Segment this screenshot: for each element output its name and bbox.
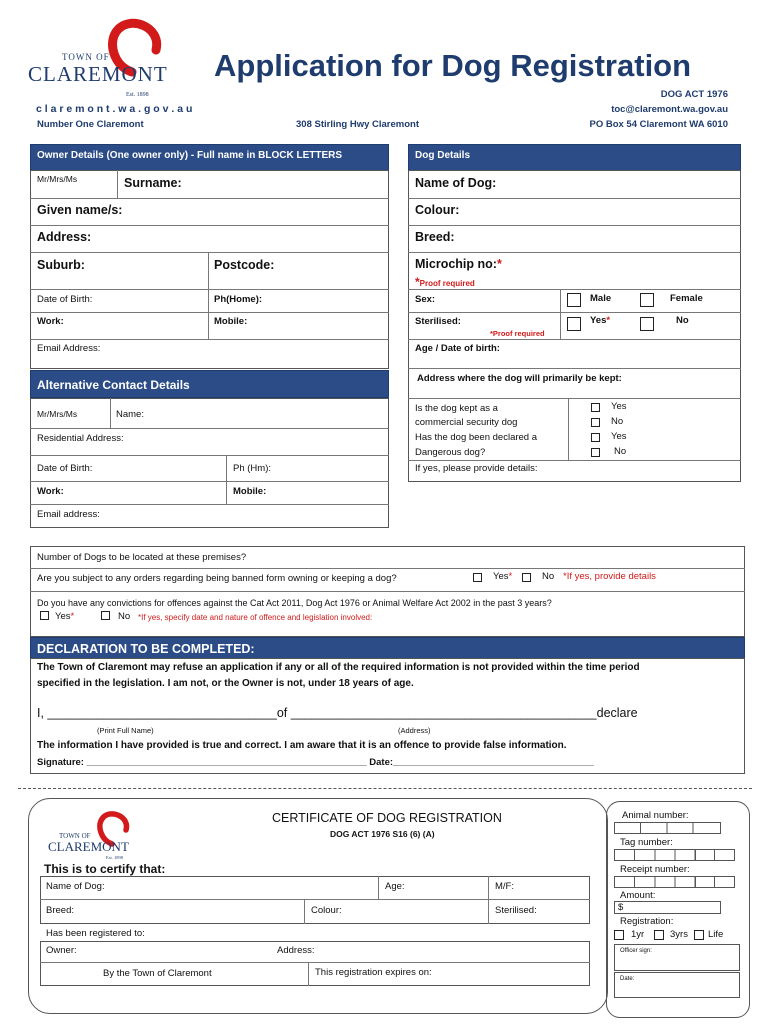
- cert-colour-label: Colour:: [311, 905, 342, 916]
- cert-breed-label: Breed:: [46, 905, 74, 916]
- microchip-proof: [415, 275, 475, 289]
- cert-owner-table: [40, 941, 590, 986]
- alt-residential-label: Residential Address:: [37, 433, 124, 444]
- page-title: Application for Dog Registration: [214, 48, 692, 83]
- office-date-label: Date:: [620, 976, 635, 982]
- owner-title-label: Mr/Mrs/Ms: [37, 174, 78, 184]
- logo-name: CLAREMONT: [28, 62, 168, 86]
- certificate-logo: [48, 808, 133, 860]
- orders-no-checkbox[interactable]: [522, 573, 531, 582]
- officer-sign-label: Officer sign:: [620, 948, 652, 954]
- owner-postcode-label: Postcode:: [214, 258, 275, 272]
- print-name-label: (Print Full Name): [97, 726, 154, 735]
- alt-mobile-label: Mobile:: [233, 486, 267, 497]
- convictions-question: Do you have any convictions for offences against the Cat Act 2011, Dog Act 1976 or Animal Welfare Act 2002 in the past 3 years?: [37, 598, 552, 608]
- cert-owner-label: Owner:: [46, 945, 77, 956]
- security-yes-label: Yes: [611, 401, 627, 412]
- owner-address-label: Address:: [37, 230, 92, 244]
- cert-logo-est: Est. 1898: [106, 855, 124, 860]
- convictions-star: *: [70, 611, 75, 622]
- sex-label: Sex:: [415, 294, 436, 305]
- certificate-subtitle: DOG ACT 1976 S16 (6) (A): [330, 829, 435, 839]
- male-label: Male: [590, 293, 612, 304]
- cut-line: [18, 788, 752, 789]
- sterilised-proof: *Proof required: [490, 329, 545, 338]
- convictions-no-label: No: [118, 611, 131, 622]
- owner-details-heading: Owner Details (One owner only) - Full name in BLOCK LETTERS: [37, 150, 343, 161]
- animal-number-label: Animal number:: [622, 810, 689, 821]
- alt-name-label: Name:: [116, 409, 144, 420]
- convictions-yes-label: Yes*: [55, 611, 75, 622]
- cert-by-town: By the Town of Claremont: [103, 968, 212, 979]
- tag-number-boxes[interactable]: [614, 849, 735, 861]
- alt-contact-header: [30, 370, 389, 398]
- dangerous-no-checkbox[interactable]: [591, 448, 600, 457]
- dog-act: DOG ACT 1976: [660, 89, 728, 100]
- alt-contact-heading: Alternative Contact Details: [37, 378, 190, 392]
- if-yes-details-label: If yes, please provide details:: [415, 463, 538, 474]
- dog-details-heading: Dog Details: [415, 150, 471, 161]
- owner-mobile-label: Mobile:: [214, 316, 248, 327]
- receipt-number-label: Receipt number:: [620, 864, 690, 875]
- alt-phone-label: Ph (Hm):: [233, 463, 271, 474]
- address-kept-label: Address where the dog will primarily be kept:: [417, 373, 622, 384]
- website: c l a r e m o n t . w a . g o v . a u: [36, 103, 193, 115]
- owner-work-label: Work:: [37, 316, 64, 327]
- owner-email-label: Email Address:: [37, 343, 101, 354]
- owner-surname-label: Surname:: [124, 176, 182, 190]
- orders-star: *: [508, 571, 513, 582]
- council-email: toc@claremont.wa.gov.au: [611, 104, 728, 115]
- proof-star: *: [415, 275, 420, 289]
- dog-colour-label: Colour:: [415, 203, 460, 217]
- street-address: 308 Stirling Hwy Claremont: [296, 119, 420, 130]
- security-no-label: No: [611, 416, 624, 427]
- convictions-no-checkbox[interactable]: [101, 611, 110, 620]
- reg-life-label: Life: [708, 929, 724, 940]
- logo-est: Est. 1898: [126, 92, 149, 98]
- security-dog-q2: commercial security dog: [415, 417, 518, 428]
- amount-field[interactable]: [614, 901, 721, 914]
- microchip-text: Microchip no:: [415, 257, 497, 271]
- certificate-title: CERTIFICATE OF DOG REGISTRATION: [272, 811, 502, 825]
- address-caption: (Address): [398, 726, 431, 735]
- claremont-logo: [28, 14, 168, 98]
- cert-expires-label: This registration expires on:: [315, 967, 432, 978]
- alt-dob-label: Date of Birth:: [37, 463, 93, 474]
- declaration-heading: DECLARATION TO BE COMPLETED:: [37, 642, 255, 656]
- orders-yes-label: Yes*: [493, 571, 513, 582]
- orders-yes-checkbox[interactable]: [473, 573, 482, 582]
- declaration-header: [30, 637, 745, 659]
- owner-given-label: Given name/s:: [37, 203, 123, 217]
- reg-1yr-label: 1yr: [631, 929, 645, 940]
- sterilised-yes-checkbox[interactable]: [567, 317, 581, 331]
- cert-sterilised-label: Sterilised:: [495, 905, 537, 916]
- orders-note: *If yes, provide details: [563, 571, 656, 582]
- receipt-number-boxes[interactable]: [614, 876, 735, 888]
- reg-1yr-checkbox[interactable]: [614, 930, 624, 940]
- female-checkbox[interactable]: [640, 293, 654, 307]
- tagline: Number One Claremont: [37, 119, 144, 130]
- convictions-yes-checkbox[interactable]: [40, 611, 49, 620]
- amount-dollar: $: [618, 902, 624, 913]
- dangerous-yes-checkbox[interactable]: [591, 433, 600, 442]
- dog-breed-label: Breed:: [415, 230, 455, 244]
- cert-age-label: Age:: [385, 881, 405, 892]
- dog-details-header: [408, 144, 741, 171]
- convictions-note: *If yes, specify date and nature of offence and legislation involved:: [138, 613, 373, 622]
- orders-no-label: No: [542, 571, 555, 582]
- po-box: PO Box 54 Claremont WA 6010: [589, 119, 728, 130]
- certify-text: This is to certify that:: [44, 862, 166, 876]
- sterilised-no-label: No: [676, 315, 689, 326]
- sterilised-yes-label: Yes*: [590, 315, 611, 326]
- dangerous-no-label: No: [614, 446, 627, 457]
- dangerous-dog-q1: Has the dog been declared a: [415, 432, 538, 443]
- signature-line: Signature: _____________________________________________________ Date:______________________________________: [37, 757, 594, 768]
- security-dog-q1: Is the dog kept as a: [415, 403, 498, 414]
- dog-name-label: Name of Dog:: [415, 176, 497, 190]
- alt-email-label: Email address:: [37, 509, 100, 520]
- female-label: Female: [670, 293, 703, 304]
- declaration-true: The information I have provided is true and correct. I am aware that it is an offence to provide false information.: [37, 740, 567, 751]
- cert-logo-town-of: TOWN OF: [59, 832, 91, 840]
- owner-phone-label: Ph(Home):: [214, 294, 263, 305]
- male-checkbox[interactable]: [567, 293, 581, 307]
- num-dogs-question: Number of Dogs to be located at these premises?: [37, 552, 247, 563]
- declaration-i-line: I, _________________________________of ____________________________________________declare: [37, 706, 638, 720]
- cert-mf-label: M/F:: [495, 881, 514, 892]
- security-no-checkbox[interactable]: [591, 418, 600, 427]
- reg-life-checkbox[interactable]: [694, 930, 704, 940]
- alt-title-label: Mr/Mrs/Ms: [37, 409, 78, 419]
- alt-work-label: Work:: [37, 486, 64, 497]
- proof-text: Proof required: [419, 279, 475, 288]
- logo-town-of: TOWN OF: [62, 52, 110, 62]
- cert-registered-label: Has been registered to:: [46, 928, 145, 939]
- tag-number-label: Tag number:: [620, 837, 673, 848]
- registration-label: Registration:: [620, 916, 674, 927]
- dangerous-yes-label: Yes: [611, 431, 627, 442]
- cert-logo-name: CLAREMONT: [48, 839, 129, 854]
- reg-3yrs-checkbox[interactable]: [654, 930, 664, 940]
- microchip-label: [415, 257, 502, 271]
- sterilised-label: Sterilised:: [415, 316, 461, 327]
- sterilised-no-checkbox[interactable]: [640, 317, 654, 331]
- owner-details-header: [30, 144, 389, 171]
- security-yes-checkbox[interactable]: [591, 403, 600, 412]
- owner-suburb-label: Suburb:: [37, 258, 85, 272]
- microchip-star: *: [496, 257, 502, 271]
- cert-address-label: Address:: [277, 945, 315, 956]
- animal-number-boxes[interactable]: [614, 822, 721, 834]
- orders-question: Are you subject to any orders regarding being banned form owning or keeping a dog?: [37, 573, 397, 584]
- amount-label: Amount:: [620, 890, 656, 901]
- cert-name-label: Name of Dog:: [46, 881, 105, 892]
- declaration-text-1: The Town of Claremont may refuse an application if any or all of the required information is not provided within the time period: [37, 662, 640, 673]
- owner-dob-label: Date of Birth:: [37, 294, 93, 305]
- reg-3yrs-label: 3yrs: [670, 929, 688, 940]
- dangerous-dog-q2: Dangerous dog?: [415, 447, 486, 458]
- declaration-text-2: specified in the legislation. I am not, or the Owner is not, under 18 years of age.: [37, 678, 414, 689]
- sterilised-star: *: [606, 315, 611, 326]
- age-label: Age / Date of birth:: [415, 343, 500, 354]
